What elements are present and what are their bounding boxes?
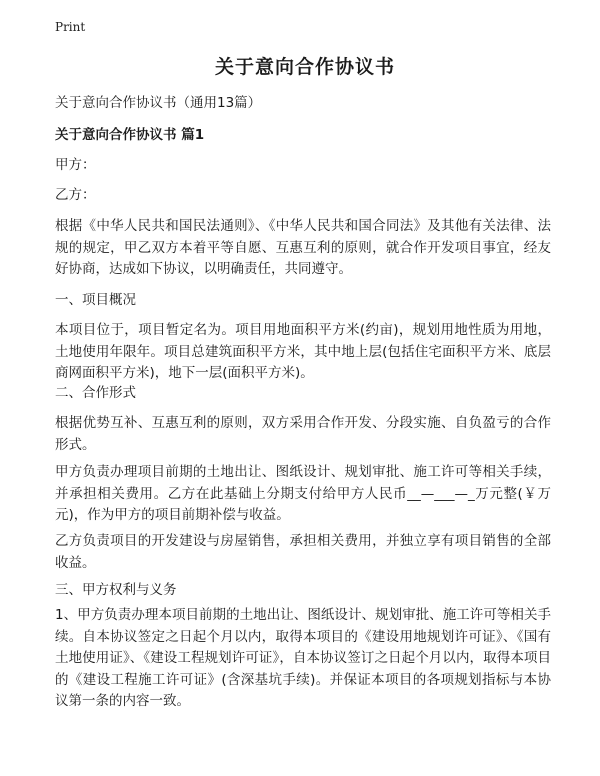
print-link[interactable]: Print	[55, 20, 86, 34]
party-a-rights-paragraph: 1、甲方负责办理本项目前期的土地出让、图纸设计、规划审批、施工许可等相关手续。自本协议签定之日起个月以内，取得本项目的《建设用地规划许可证》、《国有土地使用证》、《建设工程规划许可证》，自本协议签订之日起个月以内，取得本项目的《建设工程施工许可证》(含深基坑手续)。并保证本项目的各项规划指标与本协议第一条的内容一致。	[55, 607, 551, 709]
heading-project-overview: 一、项目概况	[55, 292, 136, 308]
party-b-label: 乙方：	[55, 187, 96, 203]
document-title: 关于意向合作协议书	[214, 56, 395, 78]
heading-party-a-rights: 三、甲方权利与义务	[55, 582, 177, 598]
intro-paragraph: 根据《中华人民共和国民法通则》、《中华人民共和国合同法》及其他有关法律、法规的规定，甲乙双方本着平等自愿、互惠互利的原则，就合作开发项目事宜，经友好协商，达成如下协议，以明确责任，共同遵守。	[55, 218, 551, 277]
document-subtitle: 关于意向合作协议书（通用13篇）	[55, 95, 262, 111]
party-b-duties-paragraph: 乙方负责项目的开发建设与房屋销售，承担相关费用，并独立享有项目销售的全部收益。	[55, 533, 551, 571]
cooperation-form-paragraph: 根据优势互补、互惠互利的原则，双方采用合作开发、分段实施、自负盈亏的合作形式。	[55, 415, 551, 453]
project-overview-paragraph: 本项目位于，项目暂定名为。项目用地面积平方米(约亩)，规划用地性质为用地，土地使用年限年。项目总建筑面积平方米，其中地上层(包括住宅面积平方米、底层商网面积平方米)，地下一层(面积平方米)。	[55, 322, 551, 381]
heading-cooperation-form: 二、合作形式	[55, 385, 136, 401]
section-heading: 关于意向合作协议书 篇1	[55, 127, 205, 143]
party-a-label: 甲方：	[55, 157, 96, 173]
party-a-duties-paragraph: 甲方负责办理项目前期的土地出让、图纸设计、规划审批、施工许可等相关手续，并承担相关费用。乙方在此基础上分期支付给甲方人民币__—___—_万元整(￥万元)，作为甲方的项目前期补偿与收益。	[55, 464, 551, 523]
